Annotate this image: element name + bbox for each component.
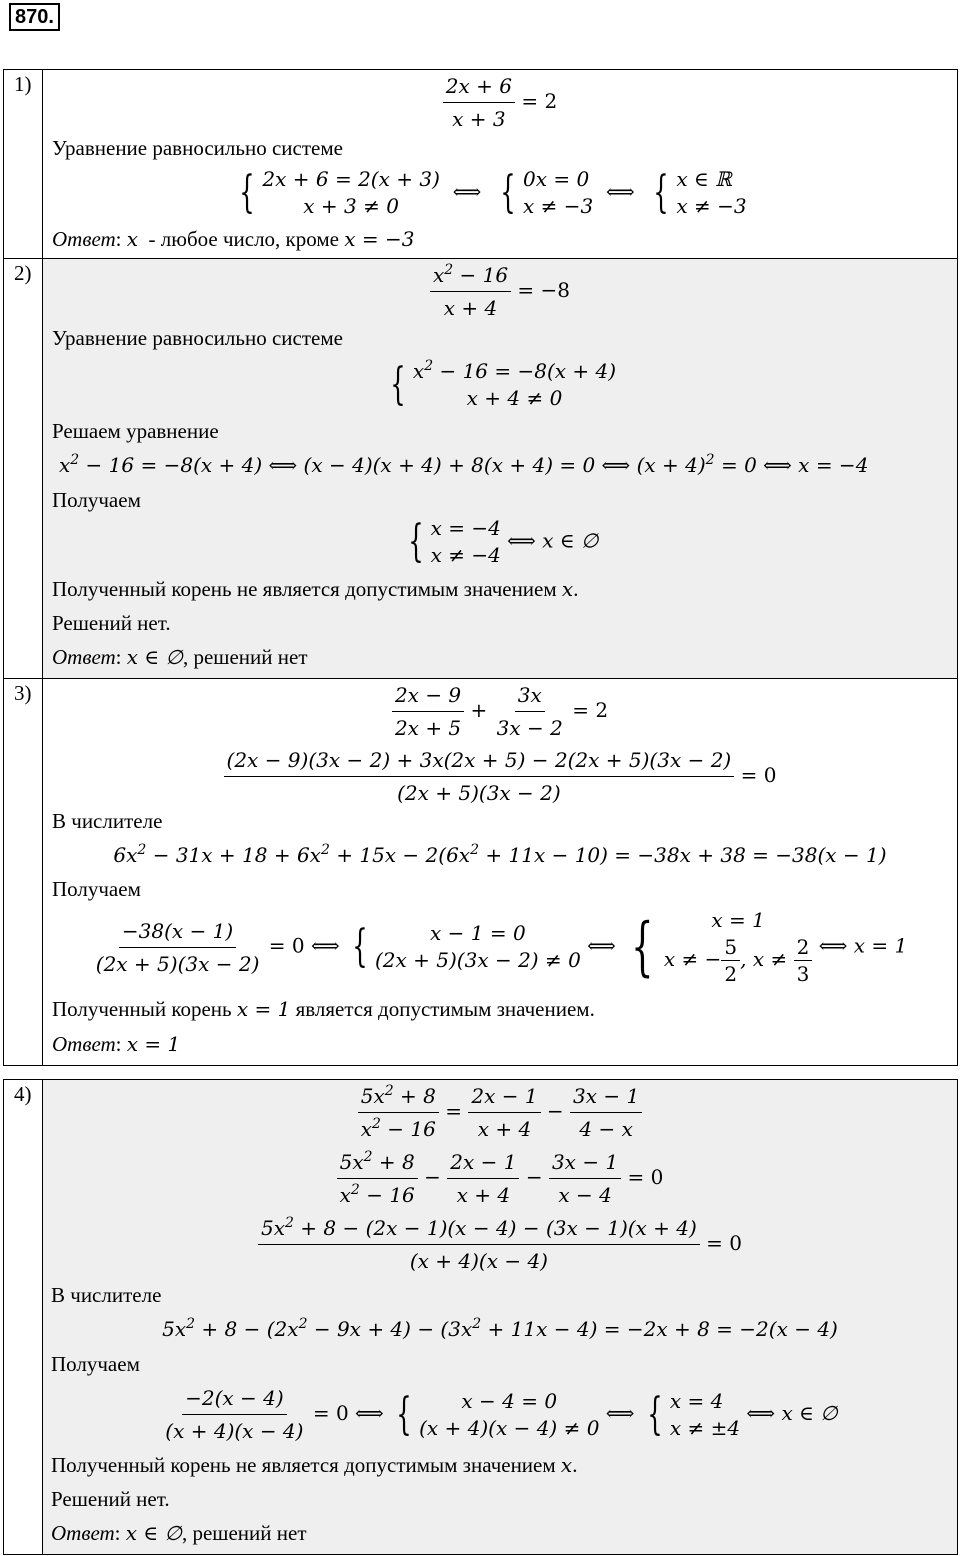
problem-1-label: 1) <box>4 70 43 259</box>
problem-4-row <box>4 1080 958 1555</box>
p1-equation: $\frac{2x + 6}{x + 3}$ = 2 <box>43 70 957 135</box>
p3-numerator-line: $6x^2 - 31x + 18 + 6x^2 + 15x - 2(6x^2 + 11x - 10) = -38x + 38 = -38(x - 1)$ <box>113 842 887 867</box>
problem-3-row <box>4 679 958 1066</box>
problem-2-label: 2) <box>4 259 43 679</box>
p4-equation-2: $\frac{5x^2 + 8}{x^2 - 16}$ − $\frac{2x - 1}{x + 4}$ − $\frac{3x - 1}{x - 4}$ = 0 <box>43 1146 957 1211</box>
problem-3-label: 3) <box>4 679 43 1066</box>
p4-text-numerator: В числителе <box>51 1283 162 1307</box>
p2-text-solve: Решаем уравнение <box>52 419 219 443</box>
p4-no-sol: Решений нет. <box>51 1487 170 1511</box>
p3-combined: $\frac{(2x - 9)(3x - 2) + 3x(2x + 5) - 2(2x + 5)(3x - 2)}{(2x + 5)(3x - 2)}$ = 0 <box>43 744 957 809</box>
p4-answer: Ответ: x ∈ ∅, решений нет <box>51 1521 307 1545</box>
p2-solve-line: $x^2 - 16 = -8(x + 4)$ ⟺ (x − 4)(x + 4) + 8(x + 4) = 0 ⟺ $(x + 4)^2 = 0$ ⟺ x = −4 <box>59 452 869 477</box>
p1-system: { 2x + 6 = 2(x + 3) x + 3 ≠ 0 ⟺ { 0x = 0 x ≠ −3 ⟺ { x ∈ ℝ x ≠ −3 <box>239 167 747 218</box>
p4-result: $\frac{-2(x - 4)}{(x + 4)(x - 4)}$ = 0 ⟺ { x − 4 = 0 (x + 4)(x − 4) ≠ 0 ⟺ { x = 4 x ≠ ±4 ⟺ x ∈ ∅ <box>43 1382 957 1447</box>
p2-result: { x = −4 x ≠ −4 ⟺ x ∈ ∅ <box>407 516 599 567</box>
p4-text-get: Получаем <box>51 1352 140 1376</box>
problem-2-row <box>4 259 958 679</box>
p4-root-bad: Полученный корень не является допустимым значением x. <box>51 1453 578 1477</box>
solutions-table-1 <box>3 69 958 1066</box>
exercise-number: 870. <box>9 3 60 31</box>
solutions-table-2 <box>3 1079 958 1555</box>
p4-equation: $\frac{5x^2 + 8}{x^2 - 16}$ = $\frac{2x - 1}{x + 4}$ − $\frac{3x - 1}{4 - x}$ <box>43 1080 957 1145</box>
p3-root-good: Полученный корень x = 1 является допустимым значением. <box>52 997 595 1021</box>
p3-text-get: Получаем <box>52 877 141 901</box>
p3-result: $\frac{-38(x - 1)}{(2x + 5)(3x - 2)}$ = 0 ⟺ { x − 1 = 0 (2x + 5)(3x − 2) ≠ 0 ⟺ { x = 1 x ≠ − $\frac{5}{2}$ , x ≠ $\frac{2}{3}$ ⟺ x = 1 <box>95 908 908 986</box>
p2-text-system: Уравнение равносильно системе <box>52 326 343 350</box>
problem-3-content <box>43 679 958 1066</box>
p2-root-bad: Полученный корень не является допустимым значением x. <box>52 577 579 601</box>
p2-system: { $x^2 - 16 = -8(x + 4)$ x + 4 ≠ 0 <box>390 358 617 410</box>
problem-1-content <box>43 70 958 259</box>
p2-equation: $\frac{x^2 - 16}{x + 4}$ = −8 <box>43 259 957 324</box>
p3-answer: Ответ: x = 1 <box>52 1032 181 1056</box>
problem-2-content <box>43 259 958 679</box>
p1-answer: Ответ: x - любое число, кроме x = −3 <box>52 227 415 251</box>
problem-1-row <box>4 70 958 259</box>
problem-4-label: 4) <box>4 1080 43 1555</box>
p4-numerator-line: $5x^2 + 8 - (2x^2 - 9x + 4) - (3x^2 + 11x - 4) = -2x + 8 = -2(x - 4)$ <box>162 1316 838 1341</box>
p2-answer: Ответ: x ∈ ∅, решений нет <box>52 645 308 669</box>
problem-4-content <box>43 1080 958 1555</box>
p3-equation: $\frac{2x - 9}{2x + 5}$ + $\frac{3x}{3x - 2}$ = 2 <box>43 679 957 744</box>
p1-text-system: Уравнение равносильно системе <box>52 136 343 160</box>
p3-text-numerator: В числителе <box>52 809 163 833</box>
p2-no-sol: Решений нет. <box>52 611 171 635</box>
p2-text-get: Получаем <box>52 488 141 512</box>
p4-combined: $\frac{5x^2 + 8 - (2x - 1)(x - 4) - (3x - 1)(x + 4)}{(x + 4)(x - 4)}$ = 0 <box>43 1212 957 1277</box>
